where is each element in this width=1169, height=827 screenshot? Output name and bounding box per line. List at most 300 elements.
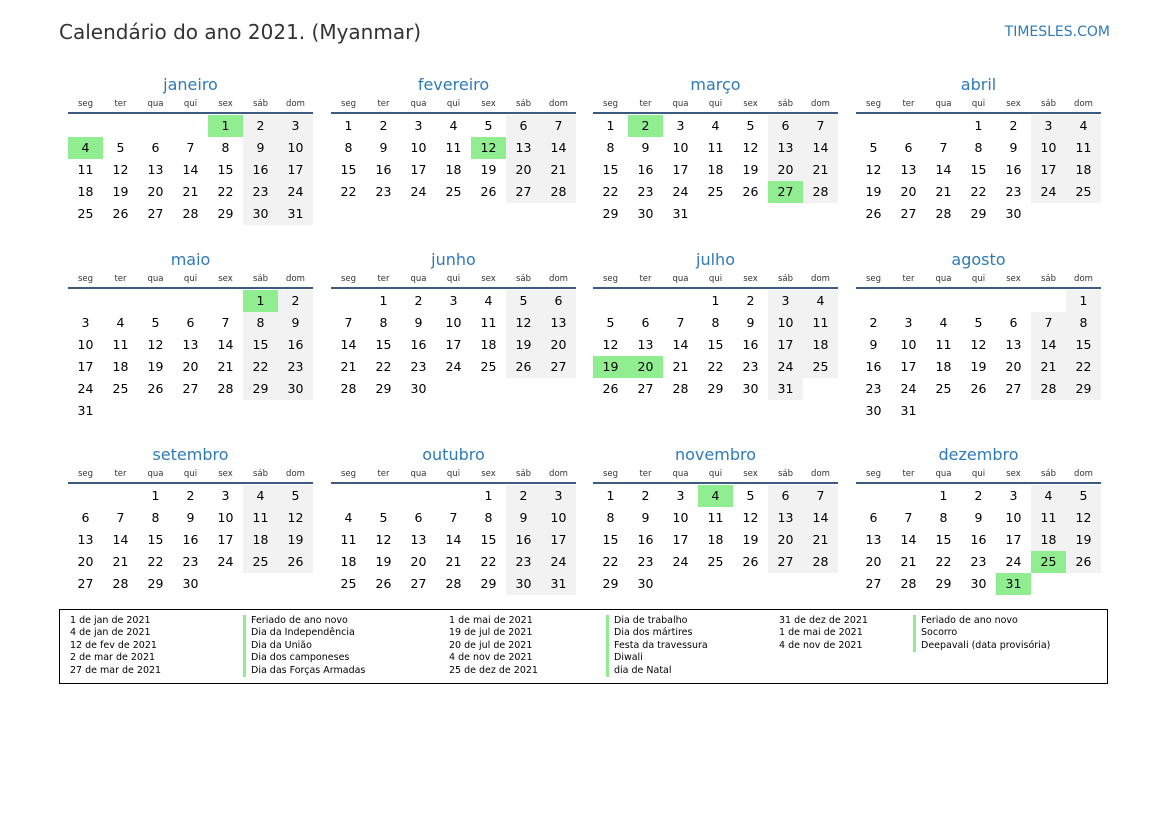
day-cell: 25: [77, 206, 94, 221]
day-cell: 25: [1066, 181, 1101, 203]
day-cell: 14: [803, 507, 838, 529]
day-cell: 8: [151, 510, 160, 525]
day-cell: 4: [711, 118, 720, 133]
day-cell: 3: [414, 118, 423, 133]
day-cell: 26: [742, 554, 759, 569]
day-cell: 2: [746, 293, 755, 308]
weekday-label: qua: [147, 99, 164, 109]
weekday-label: qui: [971, 99, 986, 109]
weekday-label: dom: [286, 274, 305, 284]
day-cell: 13: [865, 532, 882, 547]
day-cell: 9: [641, 510, 650, 525]
legend-holiday-name: Feriado de ano novo: [913, 615, 1050, 627]
day-cell: 21: [935, 184, 952, 199]
weekday-label: seg: [602, 469, 619, 479]
day-cell: 24: [672, 184, 689, 199]
day-cell: 31: [77, 403, 94, 418]
month-name: junho: [431, 250, 476, 269]
day-cell: 3: [1009, 488, 1018, 503]
day-cell: 16: [375, 162, 392, 177]
weekday-label: seg: [340, 99, 357, 109]
day-cell: 29: [602, 206, 619, 221]
day-cell: 2: [379, 118, 388, 133]
day-cell: 15: [707, 337, 724, 352]
day-cell: 11: [1031, 507, 1066, 529]
day-cell: 30: [506, 573, 541, 595]
day-cell: 24: [900, 381, 917, 396]
empty-cell: [366, 485, 401, 507]
weekday-label: seg: [340, 469, 357, 479]
day-grid: [331, 115, 576, 203]
day-cell: 20: [506, 159, 541, 181]
day-cell: 25: [935, 381, 952, 396]
day-cell: 2: [869, 315, 878, 330]
day-cell: 15: [935, 532, 952, 547]
day-cell: 23: [637, 554, 654, 569]
day-cell: 26: [375, 576, 392, 591]
weekday-label: sex: [481, 274, 496, 284]
day-cell: 31: [541, 573, 576, 595]
legend-holiday-name: Festa da travessura: [606, 640, 708, 652]
day-cell: 26: [865, 206, 882, 221]
day-cell: 19: [1066, 529, 1101, 551]
weekday-label: qua: [410, 469, 427, 479]
day-cell: 1: [379, 293, 388, 308]
day-cell: 27: [77, 576, 94, 591]
day-cell: 1: [939, 488, 948, 503]
weekday-label: qui: [971, 274, 986, 284]
day-cell: 29: [375, 381, 392, 396]
day-cell: 25: [445, 184, 462, 199]
empty-cell: [208, 290, 243, 312]
day-cell: 10: [217, 510, 234, 525]
month-setembro: [68, 444, 313, 595]
day-cell: 23: [410, 359, 427, 374]
day-cell: 30: [410, 381, 427, 396]
legend-holiday-name: Diwali: [606, 652, 708, 664]
day-cell: 30: [742, 381, 759, 396]
weekday-label: qui: [183, 469, 198, 479]
day-cell: 22: [602, 554, 619, 569]
day-cell: 24: [541, 551, 576, 573]
day-cell: 10: [278, 137, 313, 159]
weekday-label: sex: [1006, 274, 1021, 284]
day-cell: 2: [1009, 118, 1018, 133]
day-cell: 29: [935, 576, 952, 591]
day-cell: 11: [803, 312, 838, 334]
day-cell: 26: [112, 206, 129, 221]
day-cell: 20: [865, 554, 882, 569]
day-cell: 27: [900, 206, 917, 221]
day-cell: 8: [939, 510, 948, 525]
weekday-label: qui: [446, 274, 461, 284]
day-cell: 9: [1009, 140, 1018, 155]
day-cell: 27: [182, 381, 199, 396]
day-grid: [68, 290, 313, 422]
weekday-label: seg: [77, 274, 94, 284]
legend-holiday-name: Dia dos mártires: [606, 627, 708, 639]
day-cell: 7: [541, 115, 576, 137]
weekday-label: qua: [147, 274, 164, 284]
weekday-label: sáb: [252, 274, 269, 284]
day-cell: 20: [1005, 359, 1022, 374]
day-cell: 31: [768, 378, 803, 400]
day-cell: 8: [379, 315, 388, 330]
empty-cell: [138, 290, 173, 312]
day-cell: 22: [602, 184, 619, 199]
day-grid: [68, 485, 313, 595]
day-cell: 10: [672, 140, 689, 155]
day-cell: 6: [414, 510, 423, 525]
day-cell: 14: [445, 532, 462, 547]
weekday-label: sex: [481, 469, 496, 479]
day-cell: 30: [637, 206, 654, 221]
weekday-label: qui: [708, 99, 723, 109]
weekday-label: qui: [708, 469, 723, 479]
weekday-label: seg: [340, 274, 357, 284]
day-cell: 13: [541, 312, 576, 334]
day-cell: 7: [676, 315, 685, 330]
day-cell: 29: [480, 576, 497, 591]
day-cell: 18: [340, 554, 357, 569]
day-cell: 7: [939, 140, 948, 155]
day-cell: 23: [182, 554, 199, 569]
day-cell: 3: [676, 488, 685, 503]
month-maio: [68, 249, 313, 422]
day-cell: 7: [344, 315, 353, 330]
day-cell: 14: [935, 162, 952, 177]
day-cell: 11: [707, 510, 724, 525]
day-cell: 10: [77, 337, 94, 352]
day-cell: 20: [541, 334, 576, 356]
weekday-label: sáb: [252, 99, 269, 109]
month-name: maio: [170, 250, 211, 269]
day-grid: [856, 485, 1101, 595]
day-cell: 18: [480, 337, 497, 352]
day-cell: 29: [243, 378, 278, 400]
weekday-header: [68, 466, 313, 484]
day-cell: 9: [379, 140, 388, 155]
day-cell: 21: [340, 359, 357, 374]
month-name: novembro: [675, 445, 756, 464]
day-cell: 10: [768, 312, 803, 334]
empty-cell: [1031, 290, 1066, 312]
day-cell: 20: [77, 554, 94, 569]
day-cell: 10: [445, 315, 462, 330]
day-cell: 5: [1066, 485, 1101, 507]
day-cell: 19: [480, 162, 497, 177]
day-cell: 21: [445, 554, 462, 569]
weekday-header: [856, 96, 1101, 114]
day-cell: 23: [243, 181, 278, 203]
day-grid: [331, 485, 576, 595]
weekday-label: ter: [114, 99, 127, 109]
day-cell: 3: [449, 293, 458, 308]
day-cell: 16: [410, 337, 427, 352]
day-cell: 28: [803, 181, 838, 203]
day-cell: 8: [1066, 312, 1101, 334]
weekday-label: dom: [286, 99, 305, 109]
day-cell: 15: [243, 334, 278, 356]
day-cell: 28: [340, 381, 357, 396]
holiday-day-cell: 25: [1031, 551, 1066, 573]
day-cell: 1: [344, 118, 353, 133]
weekday-header: [593, 96, 838, 114]
day-cell: 16: [865, 359, 882, 374]
day-cell: 3: [278, 115, 313, 137]
day-cell: 3: [904, 315, 913, 330]
legend-date: 1 de mai de 2021: [779, 627, 863, 639]
day-cell: 15: [602, 162, 619, 177]
day-cell: 8: [974, 140, 983, 155]
day-cell: 14: [541, 137, 576, 159]
day-cell: 30: [637, 576, 654, 591]
day-cell: 14: [1031, 334, 1066, 356]
day-cell: 15: [480, 532, 497, 547]
day-grid: [68, 115, 313, 225]
day-cell: 20: [147, 184, 164, 199]
day-cell: 18: [803, 334, 838, 356]
day-cell: 14: [803, 137, 838, 159]
day-cell: 2: [641, 488, 650, 503]
holiday-day-cell: 2: [628, 115, 663, 137]
day-cell: 26: [602, 381, 619, 396]
day-cell: 15: [340, 162, 357, 177]
day-cell: 24: [768, 356, 803, 378]
day-cell: 1: [1066, 290, 1101, 312]
day-cell: 30: [278, 378, 313, 400]
day-cell: 14: [112, 532, 129, 547]
empty-cell: [856, 290, 891, 312]
weekday-label: qui: [971, 469, 986, 479]
empty-cell: [331, 485, 366, 507]
day-cell: 21: [112, 554, 129, 569]
day-cell: 18: [935, 359, 952, 374]
legend-date: 19 de jul de 2021: [449, 627, 533, 639]
legend-date: 1 de mai de 2021: [449, 615, 533, 626]
holiday-day-cell: 19: [593, 356, 628, 378]
month-abril: [856, 74, 1101, 225]
empty-cell: [103, 115, 138, 137]
weekday-label: ter: [377, 99, 390, 109]
weekday-label: dom: [549, 274, 568, 284]
day-cell: 9: [506, 507, 541, 529]
weekday-label: sex: [1006, 99, 1021, 109]
day-cell: 18: [77, 184, 94, 199]
month-name: agosto: [951, 250, 1006, 269]
month-outubro: [331, 444, 576, 595]
weekday-label: dom: [286, 469, 305, 479]
day-cell: 16: [637, 162, 654, 177]
day-cell: 4: [449, 118, 458, 133]
month-fevereiro: [331, 74, 576, 203]
day-cell: 5: [746, 488, 755, 503]
day-cell: 12: [742, 140, 759, 155]
day-cell: 23: [1005, 184, 1022, 199]
day-cell: 21: [1031, 356, 1066, 378]
day-cell: 24: [445, 359, 462, 374]
day-cell: 5: [974, 315, 983, 330]
day-cell: 4: [939, 315, 948, 330]
empty-cell: [926, 290, 961, 312]
day-cell: 1: [606, 488, 615, 503]
day-cell: 24: [1031, 181, 1066, 203]
day-cell: 27: [147, 206, 164, 221]
weekday-label: qua: [410, 274, 427, 284]
legend-holiday-name: Dia da União: [243, 640, 365, 652]
empty-cell: [103, 485, 138, 507]
weekday-label: seg: [865, 274, 882, 284]
day-cell: 30: [865, 403, 882, 418]
weekday-label: sex: [1006, 469, 1021, 479]
day-cell: 18: [445, 162, 462, 177]
day-cell: 10: [1005, 510, 1022, 525]
day-cell: 18: [112, 359, 129, 374]
day-cell: 18: [707, 532, 724, 547]
day-cell: 20: [768, 159, 803, 181]
day-cell: 28: [445, 576, 462, 591]
day-cell: 26: [278, 551, 313, 573]
day-cell: 23: [278, 356, 313, 378]
weekday-label: sex: [218, 469, 233, 479]
day-cell: 31: [672, 206, 689, 221]
weekday-header: [593, 466, 838, 484]
day-cell: 16: [182, 532, 199, 547]
day-cell: 18: [243, 529, 278, 551]
weekday-label: qua: [410, 99, 427, 109]
day-cell: 18: [707, 162, 724, 177]
day-cell: 7: [186, 140, 195, 155]
weekday-header: [68, 271, 313, 289]
day-cell: 24: [77, 381, 94, 396]
day-cell: 22: [707, 359, 724, 374]
empty-cell: [856, 115, 891, 137]
day-cell: 25: [340, 576, 357, 591]
day-cell: 18: [1031, 529, 1066, 551]
weekday-label: dom: [549, 469, 568, 479]
day-cell: 6: [1009, 315, 1018, 330]
day-cell: 19: [742, 162, 759, 177]
day-cell: 11: [77, 162, 94, 177]
weekday-label: qui: [708, 274, 723, 284]
day-cell: 10: [672, 510, 689, 525]
weekday-header: [856, 466, 1101, 484]
day-cell: 2: [506, 485, 541, 507]
day-cell: 17: [900, 359, 917, 374]
day-cell: 13: [1005, 337, 1022, 352]
holiday-day-cell: 4: [68, 137, 103, 159]
day-cell: 21: [541, 159, 576, 181]
weekday-label: ter: [114, 274, 127, 284]
month-name: setembro: [152, 445, 229, 464]
legend-names-col-3: [913, 615, 1050, 652]
day-cell: 24: [1005, 554, 1022, 569]
month-dezembro: [856, 444, 1101, 595]
day-cell: 25: [243, 551, 278, 573]
legend-date: 1 de jan de 2021: [70, 615, 151, 626]
day-cell: 11: [1066, 137, 1101, 159]
month-junho: [331, 249, 576, 400]
day-cell: 17: [1031, 159, 1066, 181]
empty-cell: [996, 290, 1031, 312]
empty-cell: [68, 115, 103, 137]
day-cell: 23: [375, 184, 392, 199]
day-cell: 8: [484, 510, 493, 525]
weekday-label: qui: [183, 99, 198, 109]
day-cell: 6: [151, 140, 160, 155]
day-cell: 29: [707, 381, 724, 396]
day-cell: 23: [742, 359, 759, 374]
weekday-label: ter: [902, 469, 915, 479]
day-cell: 22: [480, 554, 497, 569]
day-cell: 19: [375, 554, 392, 569]
day-cell: 22: [935, 554, 952, 569]
day-cell: 14: [900, 532, 917, 547]
day-cell: 4: [1066, 115, 1101, 137]
day-cell: 23: [637, 184, 654, 199]
legend-date: 25 de dez de 2021: [449, 664, 538, 676]
weekday-label: dom: [549, 99, 568, 109]
day-cell: 17: [410, 162, 427, 177]
day-cell: 19: [742, 532, 759, 547]
weekday-label: sex: [743, 99, 758, 109]
weekday-label: sex: [218, 274, 233, 284]
day-grid: [593, 115, 838, 225]
day-cell: 22: [1066, 356, 1101, 378]
day-cell: 11: [480, 315, 497, 330]
day-cell: 19: [278, 529, 313, 551]
legend-holiday-name: Dia das Forças Armadas: [243, 665, 365, 677]
site-link[interactable]: TIMESLES.COM: [1004, 24, 1110, 40]
empty-cell: [103, 290, 138, 312]
weekday-label: dom: [811, 99, 830, 109]
legend-date: 4 de nov de 2021: [779, 639, 863, 651]
day-cell: 8: [606, 140, 615, 155]
day-cell: 20: [182, 359, 199, 374]
day-cell: 10: [1031, 137, 1066, 159]
month-março: [593, 74, 838, 225]
weekday-label: qui: [446, 99, 461, 109]
day-cell: 19: [865, 184, 882, 199]
weekday-label: seg: [865, 469, 882, 479]
day-cell: 8: [606, 510, 615, 525]
day-cell: 10: [541, 507, 576, 529]
day-cell: 12: [506, 312, 541, 334]
weekday-label: sáb: [515, 99, 532, 109]
day-cell: 13: [768, 507, 803, 529]
day-cell: 25: [707, 554, 724, 569]
day-cell: 14: [340, 337, 357, 352]
day-cell: 5: [116, 140, 125, 155]
day-cell: 12: [970, 337, 987, 352]
legend-holiday-name: Dia dos camponeses: [243, 652, 365, 664]
day-cell: 4: [484, 293, 493, 308]
day-cell: 6: [869, 510, 878, 525]
day-cell: 21: [803, 529, 838, 551]
legend-holiday-name: Deepavali (data provisória): [913, 640, 1050, 652]
day-cell: 13: [77, 532, 94, 547]
weekday-label: seg: [602, 99, 619, 109]
day-cell: 17: [77, 359, 94, 374]
day-cell: 13: [768, 137, 803, 159]
weekday-header: [68, 96, 313, 114]
weekday-label: ter: [377, 274, 390, 284]
day-cell: 31: [278, 203, 313, 225]
day-cell: 25: [803, 356, 838, 378]
day-cell: 25: [112, 381, 129, 396]
weekday-label: qua: [147, 469, 164, 479]
legend-dates-col-3: [779, 615, 868, 652]
